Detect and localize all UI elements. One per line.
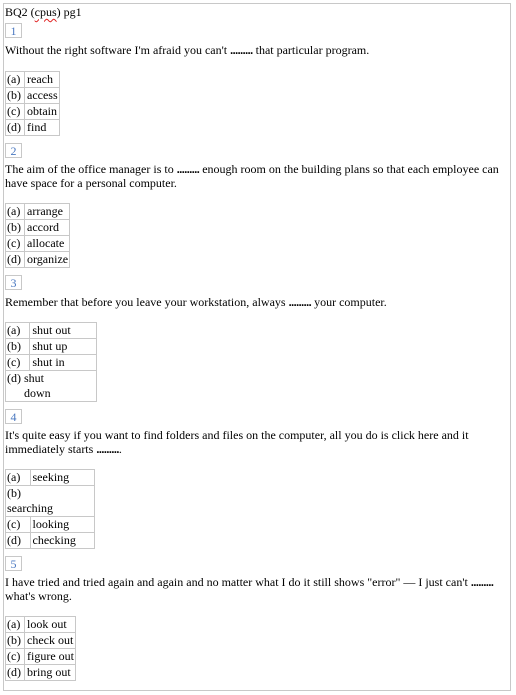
option-row[interactable] (6, 533, 95, 549)
option-text: obtain (25, 104, 60, 120)
question-text-4: It's quite easy if you want to find folders and files on the computer, all you do is click here and it immediately starts .......... (5, 428, 469, 456)
option-row[interactable] (6, 204, 70, 220)
option-letter: (c) (6, 236, 25, 252)
option-text: organize (25, 252, 70, 268)
option-text: checking (30, 533, 95, 549)
option-letter: (d) (6, 120, 25, 136)
option-row[interactable] (6, 252, 70, 268)
option-letter: (c) (6, 355, 30, 371)
options-table-2 (5, 203, 70, 268)
option-letter: (c) (6, 649, 25, 665)
option-row[interactable] (6, 633, 76, 649)
option-row[interactable] (6, 665, 76, 681)
option-row[interactable] (6, 617, 76, 633)
option-text: seeking (30, 470, 95, 486)
option-text: check out (25, 633, 76, 649)
answer-blank: ......... (230, 43, 253, 57)
title-suffix: ) pg1 (56, 5, 82, 19)
option-text: shut up (30, 339, 97, 355)
option-letter: (b) (6, 633, 25, 649)
option-row[interactable] (6, 236, 70, 252)
answer-blank: ......... (470, 575, 494, 589)
option-wrapped (6, 371, 97, 402)
question-text-3: Remember that before you leave your workstation, always ......... your computer. (5, 295, 387, 309)
option-row[interactable] (6, 104, 60, 120)
option-letter: (b) (7, 486, 21, 500)
option-letter: (d) (6, 252, 25, 268)
option-row[interactable] (6, 486, 95, 517)
answer-blank: ......... (288, 295, 312, 309)
option-text: looking (30, 517, 95, 533)
option-text: bring out (25, 665, 76, 681)
option-letter: (d) (6, 533, 31, 549)
question-number-3: 3 (5, 275, 22, 290)
option-row[interactable] (6, 220, 70, 236)
option-letter: (a) (6, 72, 25, 88)
option-letter: (c) (6, 104, 25, 120)
title-misspelled-word[interactable]: cpus (34, 5, 57, 19)
question-number-1: 1 (5, 23, 22, 38)
option-row[interactable] (6, 371, 97, 402)
option-row[interactable] (6, 649, 76, 665)
option-text: find (25, 120, 60, 136)
option-letter: (c) (6, 517, 31, 533)
answer-blank: ......... (176, 162, 200, 176)
question-number-5: 5 (5, 556, 22, 571)
options-table-5 (5, 616, 76, 681)
document-title (5, 4, 82, 20)
option-letter: (a) (6, 617, 25, 633)
option-text: shut down (24, 371, 51, 400)
option-row[interactable] (6, 355, 97, 371)
option-letter: (a) (6, 470, 31, 486)
option-text: shut out (30, 323, 97, 339)
option-letter: (d) (7, 371, 21, 385)
option-row[interactable] (6, 470, 95, 486)
option-text: searching (7, 501, 53, 515)
option-text: reach (25, 72, 60, 88)
title-prefix: BQ2 ( (5, 5, 35, 19)
options-table-1 (5, 71, 60, 136)
option-text: access (25, 88, 60, 104)
option-letter: (b) (6, 88, 25, 104)
option-text: accord (25, 220, 70, 236)
option-letter: (a) (6, 204, 25, 220)
option-row[interactable] (6, 323, 97, 339)
option-text: arrange (25, 204, 70, 220)
option-text: allocate (25, 236, 70, 252)
option-wrapped (6, 486, 95, 517)
option-row[interactable] (6, 120, 60, 136)
options-table-3 (5, 322, 97, 402)
question-number-2: 2 (5, 143, 22, 158)
option-letter: (d) (6, 665, 25, 681)
option-letter: (a) (6, 323, 30, 339)
option-text: shut in (30, 355, 97, 371)
option-letter: (b) (6, 339, 30, 355)
option-letter: (b) (6, 220, 25, 236)
option-row[interactable] (6, 517, 95, 533)
question-text-5: I have tried and tried again and again and no matter what I do it still shows "error" — I just can't ......... what's wrong. (5, 575, 494, 603)
options-table-4 (5, 469, 95, 549)
question-number-4: 4 (5, 409, 22, 424)
option-text: figure out (25, 649, 76, 665)
question-text-1: Without the right software I'm afraid you can't ......... that particular program. (5, 43, 370, 57)
question-text-2: The aim of the office manager is to ......... enough room on the building plans so that each employee can have space for a personal computer. (5, 162, 499, 190)
option-row[interactable] (6, 72, 60, 88)
option-text: look out (25, 617, 76, 633)
option-row[interactable] (6, 88, 60, 104)
answer-blank: ......... (96, 442, 119, 456)
option-row[interactable] (6, 339, 97, 355)
